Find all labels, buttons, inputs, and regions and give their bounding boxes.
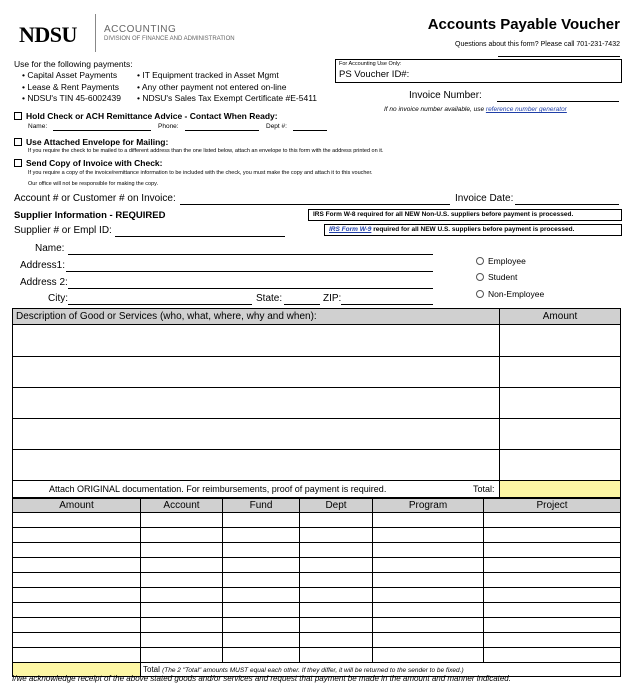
address2-field[interactable] bbox=[68, 288, 433, 289]
bullet-item: • NDSU's TIN 45-6002439 bbox=[22, 93, 121, 103]
dist-cell[interactable] bbox=[223, 528, 300, 543]
distribution-total-note: (The 2 "Total" amounts MUST equal each other. If they differ, it will be returned to the sender to be fixed.) bbox=[162, 667, 464, 674]
dist-cell[interactable] bbox=[484, 528, 621, 543]
description-total-cell[interactable] bbox=[500, 481, 621, 498]
hold-phone-field[interactable] bbox=[185, 130, 259, 131]
dist-header-project: Project bbox=[484, 499, 621, 513]
dist-cell[interactable] bbox=[141, 558, 223, 573]
acknowledgement-text: I/we acknowledge receipt of the above stated goods and/or services and request that payment be made in the amount and manner indicated. bbox=[12, 674, 511, 683]
bullet-item: • Lease & Rent Payments bbox=[22, 81, 120, 92]
supplier-name-label: Name: bbox=[35, 243, 65, 254]
dist-cell[interactable] bbox=[223, 558, 300, 573]
dist-cell[interactable] bbox=[300, 618, 373, 633]
description-cell[interactable] bbox=[13, 325, 500, 357]
dist-cell[interactable] bbox=[13, 528, 141, 543]
table-row bbox=[13, 588, 621, 603]
dist-cell[interactable] bbox=[13, 633, 141, 648]
hold-phone-label: Phone: bbox=[158, 123, 179, 130]
dist-cell[interactable] bbox=[141, 648, 223, 663]
bullet-item: • Any other payment not entered on-line bbox=[137, 81, 287, 92]
non-employee-radio[interactable] bbox=[476, 290, 484, 298]
use-for-right bbox=[137, 70, 317, 105]
dist-cell[interactable] bbox=[141, 513, 223, 528]
dist-cell[interactable] bbox=[300, 588, 373, 603]
table-row bbox=[13, 573, 621, 588]
logo-divider bbox=[95, 14, 96, 52]
zip-label: ZIP: bbox=[323, 293, 342, 304]
dist-cell[interactable] bbox=[13, 573, 141, 588]
hold-name-field[interactable] bbox=[53, 130, 151, 131]
dist-cell[interactable] bbox=[484, 618, 621, 633]
supplier-name-field[interactable] bbox=[68, 254, 433, 255]
hold-check-label: Hold Check or ACH Remittance Advice - Contact When Ready: bbox=[26, 111, 278, 121]
employee-radio[interactable] bbox=[476, 257, 484, 265]
employee-label: Employee bbox=[488, 256, 526, 266]
dist-cell[interactable] bbox=[13, 558, 141, 573]
use-for-intro: Use for the following payments: bbox=[14, 59, 133, 69]
description-header: Description of Good or Services (who, what, where, why and when): bbox=[13, 309, 500, 325]
state-label: State: bbox=[256, 293, 283, 304]
w9-form-link[interactable]: IRS Form W-9 bbox=[329, 226, 372, 233]
copy-invoice-note-1: If you require a copy of the invoice/remittance information to be included with the check, you must make the copy and attach it to this voucher. bbox=[28, 170, 373, 176]
dist-cell[interactable] bbox=[484, 648, 621, 663]
accounting-use-box bbox=[335, 59, 622, 83]
address1-label: Address1: bbox=[20, 260, 66, 271]
distribution-table bbox=[12, 498, 621, 677]
description-cell[interactable] bbox=[13, 419, 500, 450]
dist-cell[interactable] bbox=[141, 543, 223, 558]
dist-cell[interactable] bbox=[300, 603, 373, 618]
ps-voucher-field[interactable]: PS Voucher ID#: bbox=[339, 69, 410, 80]
invoice-number-field[interactable] bbox=[497, 101, 619, 102]
dist-cell[interactable] bbox=[223, 603, 300, 618]
dist-cell[interactable] bbox=[300, 558, 373, 573]
hold-check-checkbox[interactable] bbox=[14, 112, 22, 120]
dist-cell[interactable] bbox=[13, 588, 141, 603]
account-customer-label: Account # or Customer # on Invoice: bbox=[14, 193, 176, 204]
invoice-number-note: If no invoice number available, use reference number generator bbox=[384, 106, 567, 113]
questions-line bbox=[498, 56, 620, 57]
supplier-id-label: Supplier # or Empl ID: bbox=[14, 225, 112, 236]
description-footer-cell bbox=[13, 481, 500, 498]
envelope-checkbox[interactable] bbox=[14, 138, 22, 146]
dist-cell[interactable] bbox=[373, 588, 484, 603]
dist-cell[interactable] bbox=[373, 543, 484, 558]
form-title: Accounts Payable Voucher bbox=[427, 16, 620, 33]
dist-cell[interactable] bbox=[484, 558, 621, 573]
table-row bbox=[13, 513, 621, 528]
dist-cell[interactable] bbox=[484, 603, 621, 618]
dist-cell[interactable] bbox=[13, 543, 141, 558]
supplier-section-title: Supplier Information - REQUIRED bbox=[14, 210, 166, 221]
dist-cell[interactable] bbox=[223, 543, 300, 558]
table-row bbox=[13, 543, 621, 558]
bullet-item: • IT Equipment tracked in Asset Mgmt bbox=[137, 70, 279, 80]
dist-cell[interactable] bbox=[141, 573, 223, 588]
amount-cell[interactable] bbox=[500, 357, 621, 388]
dist-cell[interactable] bbox=[484, 588, 621, 603]
dist-cell[interactable] bbox=[373, 618, 484, 633]
dist-header-amount: Amount bbox=[13, 499, 141, 513]
hold-dept-field[interactable] bbox=[293, 130, 327, 131]
amount-cell[interactable] bbox=[500, 450, 621, 481]
envelope-note: If you require the check to be mailed to a different address than the one listed below, attach an envelope to this form with the address printed on it. bbox=[28, 148, 384, 154]
dist-cell[interactable] bbox=[373, 633, 484, 648]
dist-cell[interactable] bbox=[141, 603, 223, 618]
state-field[interactable] bbox=[284, 304, 320, 305]
accounting-use-label: For Accounting Use Only: bbox=[339, 61, 402, 67]
dept-subtitle: DIVISION OF FINANCE AND ADMINISTRATION bbox=[104, 36, 235, 42]
dist-cell[interactable] bbox=[484, 513, 621, 528]
student-radio[interactable] bbox=[476, 273, 484, 281]
invoice-date-label: Invoice Date: bbox=[455, 193, 514, 204]
dist-cell[interactable] bbox=[141, 618, 223, 633]
dist-cell[interactable] bbox=[13, 603, 141, 618]
bullet-item: • NDSU's Sales Tax Exempt Certificate #E-5411 bbox=[137, 93, 318, 103]
address1-field[interactable] bbox=[66, 271, 433, 272]
dist-cell[interactable] bbox=[223, 513, 300, 528]
dist-cell[interactable] bbox=[223, 648, 300, 663]
description-table bbox=[12, 308, 621, 498]
w9-notice: IRS Form W-9 required for all NEW U.S. suppliers before payment is processed. bbox=[324, 224, 622, 236]
table-row bbox=[13, 603, 621, 618]
invoice-number-label: Invoice Number: bbox=[409, 90, 482, 101]
description-cell[interactable] bbox=[13, 357, 500, 388]
dist-cell[interactable] bbox=[300, 573, 373, 588]
dist-cell[interactable] bbox=[13, 618, 141, 633]
w8-notice: IRS Form W-8 required for all NEW Non-U.S. suppliers before payment is processed. bbox=[308, 209, 622, 221]
invoice-date-field[interactable] bbox=[515, 204, 619, 205]
table-row bbox=[13, 633, 621, 648]
reference-number-link[interactable]: reference number generator bbox=[485, 106, 567, 113]
amount-cell[interactable] bbox=[500, 325, 621, 357]
hold-dept-label: Dept #: bbox=[266, 123, 287, 130]
dist-cell[interactable] bbox=[300, 633, 373, 648]
copy-invoice-label: Send Copy of Invoice with Check: bbox=[26, 158, 163, 168]
envelope-label: Use Attached Envelope for Mailing: bbox=[26, 137, 169, 147]
dist-cell[interactable] bbox=[373, 603, 484, 618]
dist-header-fund: Fund bbox=[223, 499, 300, 513]
city-field[interactable] bbox=[68, 304, 252, 305]
dist-cell[interactable] bbox=[484, 573, 621, 588]
bullet-item: • Capital Asset Payments bbox=[22, 70, 118, 80]
total-label: Total: bbox=[473, 484, 495, 494]
table-row bbox=[13, 558, 621, 573]
ndsu-logo: NDSU bbox=[19, 22, 77, 47]
hold-name-label: Name: bbox=[28, 123, 48, 130]
dist-cell[interactable] bbox=[484, 543, 621, 558]
dist-cell[interactable] bbox=[223, 573, 300, 588]
dist-cell[interactable] bbox=[300, 648, 373, 663]
amount-cell[interactable] bbox=[500, 419, 621, 450]
dist-cell[interactable] bbox=[223, 618, 300, 633]
dist-cell[interactable] bbox=[300, 513, 373, 528]
non-employee-label: Non-Employee bbox=[488, 289, 545, 299]
supplier-id-field[interactable] bbox=[115, 236, 285, 237]
amount-cell[interactable] bbox=[500, 388, 621, 419]
dist-cell[interactable] bbox=[13, 513, 141, 528]
dist-cell[interactable] bbox=[141, 588, 223, 603]
dept-title: ACCOUNTING bbox=[104, 24, 177, 35]
table-row bbox=[13, 528, 621, 543]
description-cell[interactable] bbox=[13, 388, 500, 419]
address2-label: Address 2: bbox=[20, 277, 68, 288]
dist-cell[interactable] bbox=[373, 528, 484, 543]
use-for-left bbox=[22, 70, 121, 105]
dist-cell[interactable] bbox=[373, 648, 484, 663]
account-customer-field[interactable] bbox=[180, 204, 450, 205]
dist-header-program: Program bbox=[373, 499, 484, 513]
amount-header: Amount bbox=[500, 309, 621, 325]
attach-documentation-note: Attach ORIGINAL documentation. For reimbursements, proof of payment is required. bbox=[49, 484, 387, 494]
dist-cell[interactable] bbox=[373, 573, 484, 588]
dist-cell[interactable] bbox=[484, 633, 621, 648]
dist-cell[interactable] bbox=[373, 513, 484, 528]
copy-invoice-note-2: Our office will not be responsible for making the copy. bbox=[28, 181, 159, 187]
dist-cell[interactable] bbox=[223, 588, 300, 603]
table-row bbox=[13, 648, 621, 663]
description-cell[interactable] bbox=[13, 450, 500, 481]
dist-cell[interactable] bbox=[373, 558, 484, 573]
zip-field[interactable] bbox=[341, 304, 433, 305]
dist-cell[interactable] bbox=[300, 543, 373, 558]
copy-invoice-checkbox[interactable] bbox=[14, 159, 22, 167]
city-label: City: bbox=[48, 293, 68, 304]
table-row bbox=[13, 618, 621, 633]
dist-cell[interactable] bbox=[141, 633, 223, 648]
dist-header-dept: Dept bbox=[300, 499, 373, 513]
dist-cell[interactable] bbox=[141, 528, 223, 543]
dist-cell[interactable] bbox=[13, 648, 141, 663]
dist-cell[interactable] bbox=[223, 633, 300, 648]
distribution-total-label: Total bbox=[143, 665, 160, 674]
questions-text: Questions about this form? Please call 701-231-7432 bbox=[455, 41, 620, 48]
student-label: Student bbox=[488, 272, 518, 282]
dist-cell[interactable] bbox=[300, 528, 373, 543]
dist-header-account: Account bbox=[141, 499, 223, 513]
